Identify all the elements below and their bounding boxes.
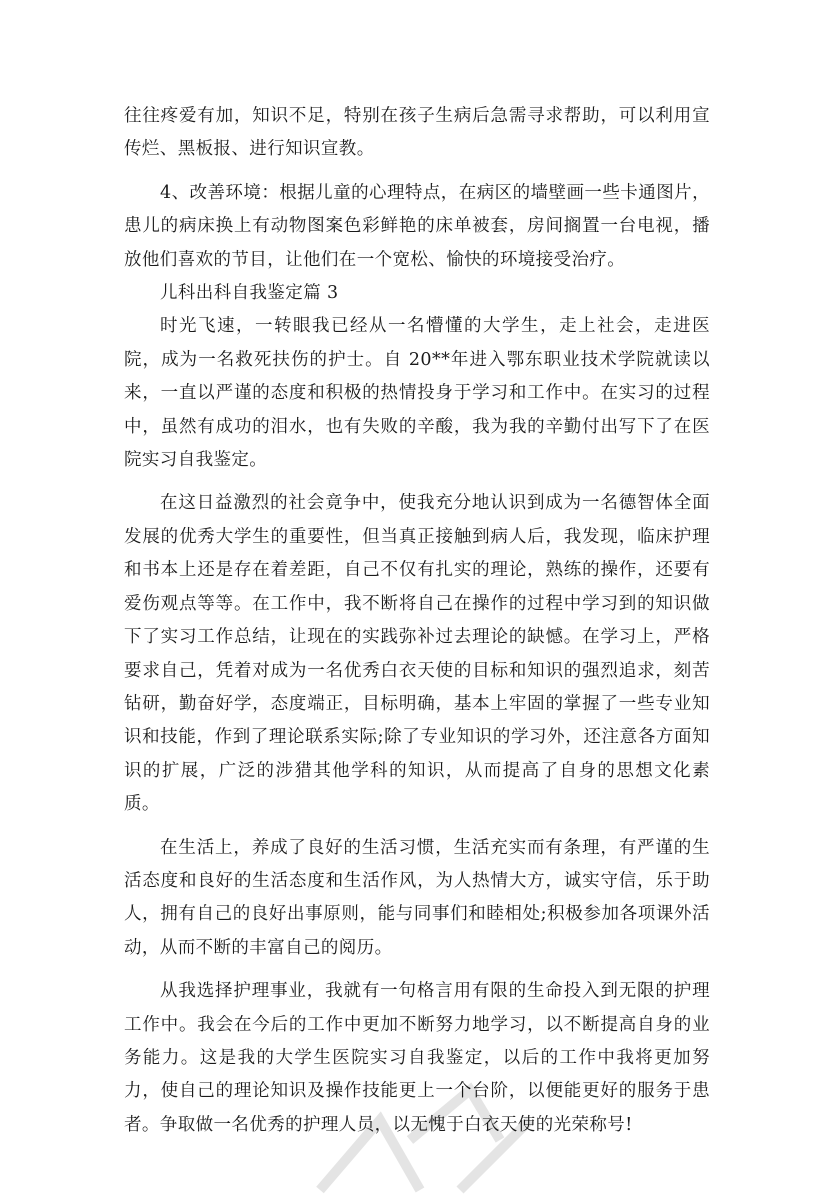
document-body [124,100,710,1142]
paragraph-continued: 往往疼爱有加，知识不足，特别在孩子生病后急需寻求帮助，可以利用宣传烂、黑板报、进行知识宣教。 [124,106,710,160]
paragraph-study: 在这日益激烈的社会竟争中，使我充分地认识到成为一名德智体全面发展的优秀大学生的重要性，但当真正接触到病人后，我发现，临床护理和书本上还是存在着差距，自己不仅有扎实的理论，熟练的操作，还要有爱伤观点等等。在工作中，我不断将自己在操作的过程中学习到的知识做下了实习工作总结，让现在的实践弥补过去理论的缺憾。在学习上，严格要求自己，凭着对成为一名优秀白衣天使的目标和知识的强烈追求，刻苦钻研，勤奋好学，态度端正，目标明确，基本上牢固的掌握了一些专业知识和技能，作到了理论联系实际;除了专业知识的学习外，还注意各方面知识的扩展，广泛的涉猎其他学科的知识，从而提高了自身的思想文化素质。 [124,493,710,815]
watermark-graphic [300,1080,560,1200]
paragraph-intro: 时光飞速，一转眼我已经从一名懵懂的大学生，走上社会，走进医院，成为一名救死扶伤的护士。自 20**年进入鄂东职业技术学院就读以来，一直以严谨的态度和积极的热情投身于学习和工作中。在实习的过程中，虽然有成功的泪水，也有失败的辛酸，我为我的辛勤付出写下了在医院实习自我鉴定。 [124,316,710,471]
paragraph-conclusion: 从我选择护理事业，我就有一句格言用有限的生命投入到无限的护理工作中。我会在今后的工作中更加不断努力地学习，以不断提高自身的业务能力。这是我的大学生医院实习自我鉴定，以后的工作中我将更加努力，使自己的理论知识及操作技能更上一个台阶，以便能更好的服务于患者。争取做一名优秀的护理人员，以无愧于白衣天使的光荣称号! [124,981,710,1135]
paragraph-environment: 4、改善环境：根据儿童的心理特点，在病区的墙壁画一些卡通图片，患儿的病床换上有动物图案色彩鲜艳的床单被套，房间搁置一台电视，播放他们喜欢的节目，让他们在一个宽松、愉快的环境接受治疗。 [124,182,710,270]
section-heading: 儿科出科自我鉴定篇 3 [160,283,339,304]
paragraph-life: 在生活上，养成了良好的生活习惯，生活充实而有条理，有严谨的生活态度和良好的生活态度和生活作风，为人热情大方，诚实守信，乐于助人，拥有自己的良好出事原则，能与同事们和睦相处;积极参加各项课外活动，从而不断的丰富自己的阅历。 [124,837,710,958]
